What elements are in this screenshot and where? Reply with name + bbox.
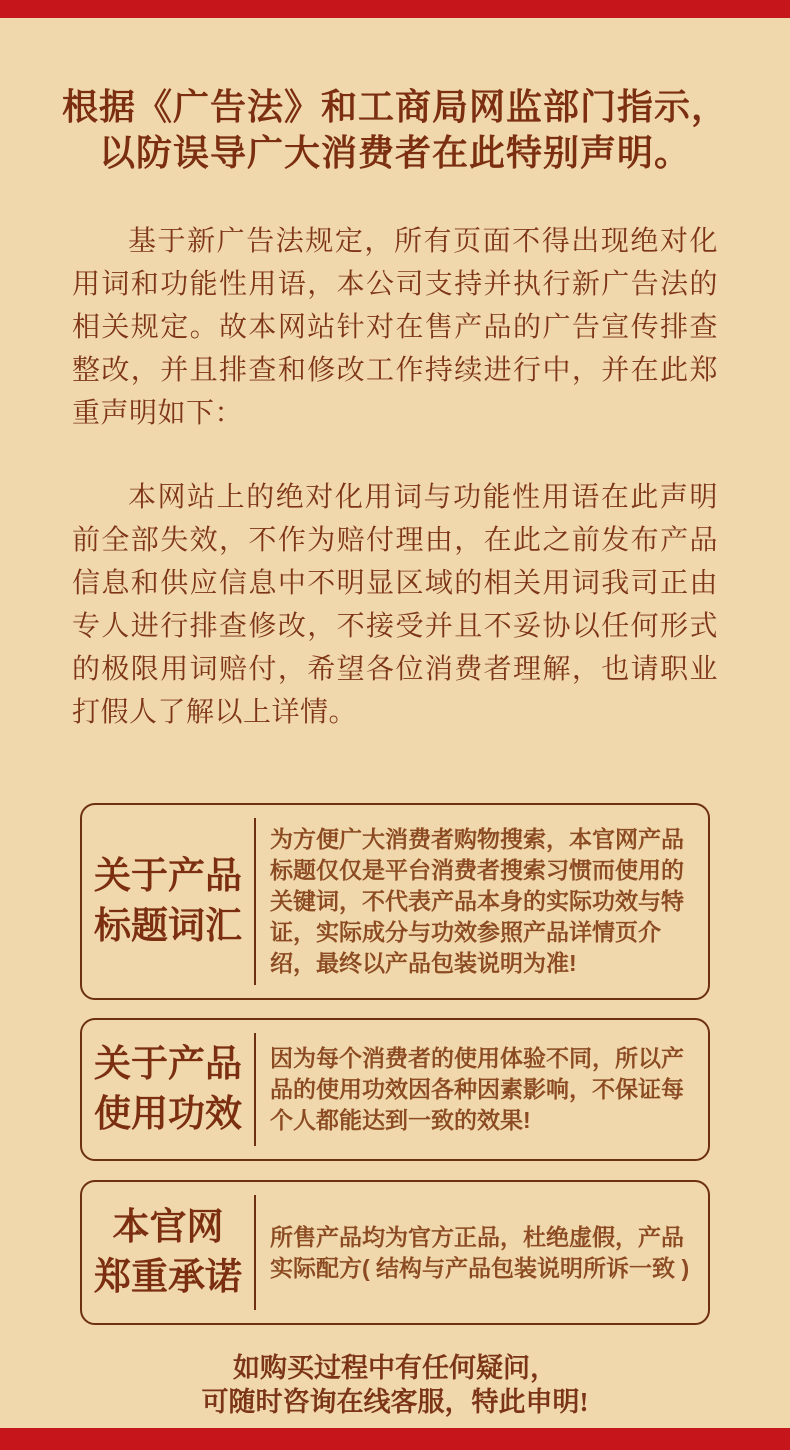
- notice-label-line2: 使用功效: [94, 1093, 242, 1135]
- top-red-bar: [0, 0, 790, 18]
- page-title: [35, 84, 755, 176]
- page-title-line2: 以防误导广大消费者在此特别声明。: [98, 133, 691, 173]
- disclaimer-paragraph-1: 基于新广告法规定，所有页面不得出现绝对化用词和功能性用语，本公司支持并执行新广告法的相关规定。故本网站针对在售产品的广告宣传排查整改，并且排查和修改工作持续进行中，并在此郑重声明如下：: [72, 226, 718, 429]
- footer-note-line2: 可随时咨询在线客服，特此申明!: [201, 1387, 589, 1417]
- notice-text-official-promise: 所售产品均为官方正品，杜绝虚假，产品实际配方( 结构与产品包装说明所诉一致 ): [270, 1223, 690, 1281]
- notice-label-line1: 本官网: [112, 1206, 224, 1248]
- notice-text-product-effect: 因为每个消费者的使用体验不同，所以产品的使用功效因各种因素影响，不保证每个人都能达到一致的效果!: [270, 1045, 684, 1133]
- disclaimer-paragraph-2: 本网站上的绝对化用词与功能性用语在此声明前全部失效，不作为赔付理由，在此之前发布产品信息和供应信息中不明显区域的相关用词我司正由专人进行排查修改，不接受并且不妥协以任何形式的极限用词赔付，希望各位消费者理解，也请职业打假人了解以上详情。: [72, 482, 718, 728]
- notice-box-list: [0, 803, 790, 1325]
- notice-label-product-effect: [82, 1040, 254, 1140]
- notice-box-product-effect: [80, 1018, 710, 1161]
- page-title-line1: 根据《广告法》和工商局网监部门指示，: [61, 87, 728, 127]
- bottom-red-bar: [0, 1428, 790, 1450]
- footer-note-line1: 如购买过程中有任何疑问，: [233, 1353, 557, 1383]
- notice-box-product-title: [80, 803, 710, 1000]
- notice-text-product-title: 为方便广大消费者购物搜索，本官网产品标题仅仅是平台消费者搜索习惯而使用的关键词，不代表产品本身的实际功效与特证，实际成分与功效参照产品详情页介绍，最终以产品包装说明为准!: [270, 826, 684, 976]
- notice-label-line2: 郑重承诺: [94, 1256, 242, 1298]
- notice-label-line2: 标题词汇: [94, 905, 242, 947]
- notice-label-official-promise: [82, 1203, 254, 1303]
- notice-box-official-promise: [80, 1180, 710, 1325]
- footer-note: [0, 1351, 790, 1419]
- notice-label-line1: 关于产品: [94, 855, 242, 897]
- notice-label-line1: 关于产品: [94, 1043, 242, 1085]
- notice-label-product-title: [82, 852, 254, 952]
